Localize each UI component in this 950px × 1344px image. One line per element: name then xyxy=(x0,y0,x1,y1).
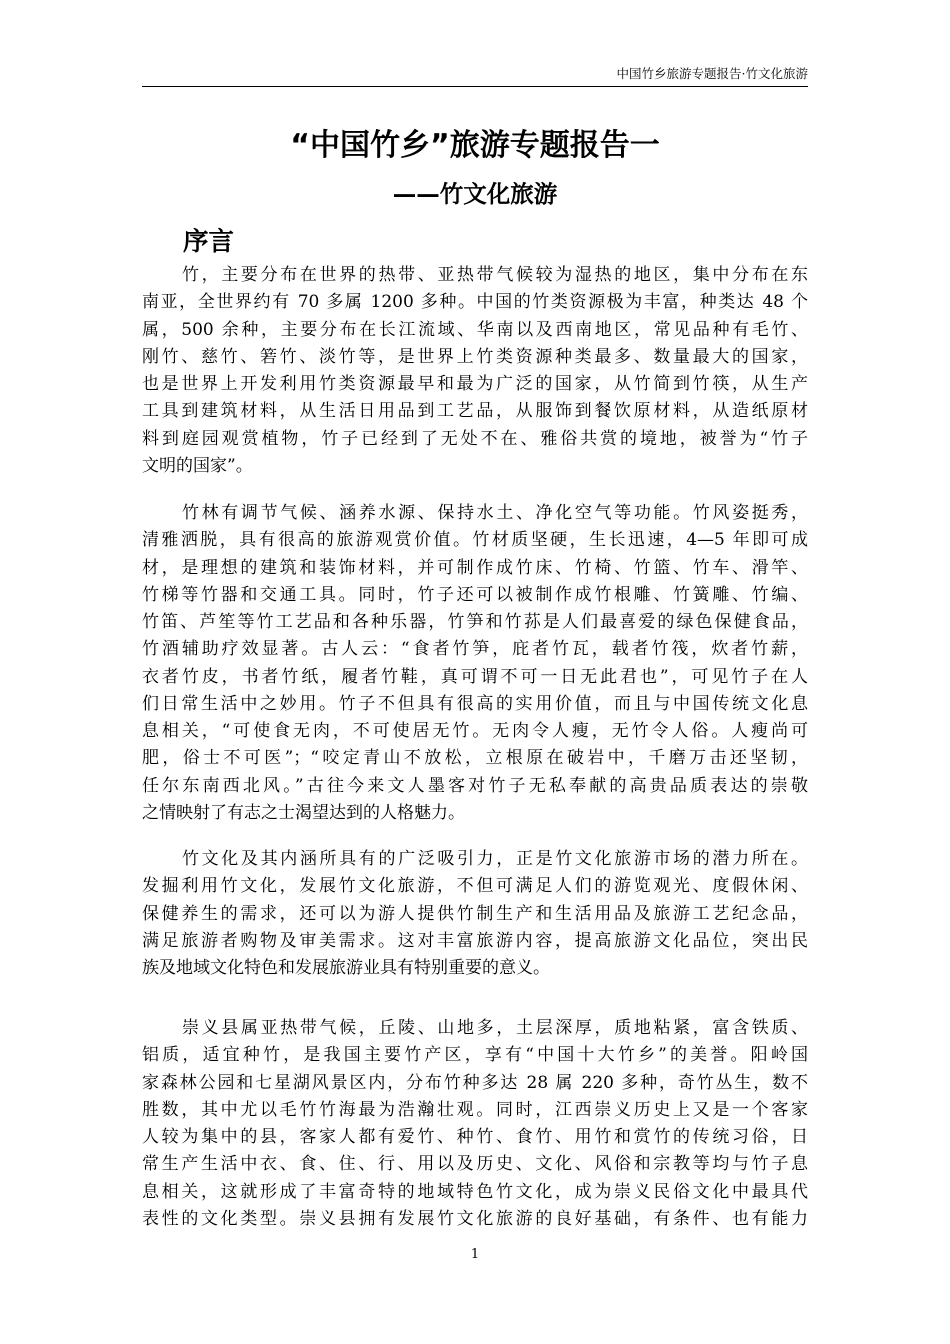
paragraph-3 xyxy=(142,846,808,982)
paragraph-line: 也是世界上开发利用竹类资源最早和最为广泛的国家，从竹简到竹筷，从生产 xyxy=(142,374,808,394)
paragraph-line: 家森林公园和七星湖风景区内，分布竹种多达 28 属 220 多种，奇竹丛生，数不 xyxy=(142,1072,808,1093)
document-subtitle: ——竹文化旅游 xyxy=(392,180,558,208)
paragraph-line: 满足旅游者购物及审美需求。这对丰富旅游内容，提高旅游文化品位，突出民 xyxy=(142,930,808,951)
paragraph-line: 文明的国家”。 xyxy=(142,455,253,476)
paragraph-line: 刚竹、慈竹、箬竹、淡竹等，是世界上竹类资源种类最多、数量最大的国家， xyxy=(142,346,808,367)
paragraph-line: 竹笛、芦笙等竹工艺品和各种乐器，竹笋和竹荪是人们最喜爱的绿色保健食品， xyxy=(142,612,808,632)
running-header xyxy=(142,64,808,87)
paragraph-line: 表性的文化类型。崇义县拥有发展竹文化旅游的良好基础，有条件、也有能力 xyxy=(142,1208,808,1229)
running-header-title: 中国竹乡旅游专题报告·竹文化旅游 xyxy=(616,66,808,81)
paragraph-line: 竹林有调节气候、涵养水源、保持水土、净化空气等功能。竹风姿挺秀， xyxy=(182,503,808,523)
paragraph-line: 材，是理想的建筑和装饰材料，并可制作成竹床、竹椅、竹篮、竹车、滑竿、 xyxy=(142,557,808,578)
paragraph-line: 南亚，全世界约有 70 多属 1200 多种。中国的竹类资源极为丰富，种类达 48 个 xyxy=(142,292,808,313)
paragraph-line: 肥，俗士不可医”；“咬定青山不放松，立根原在破岩中，千磨万击还坚韧， xyxy=(142,748,808,769)
paragraph-line: 常生产生活中衣、食、住、行、用以及历史、文化、风俗和宗教等均与竹子息 xyxy=(142,1154,808,1175)
paragraph-line: 竹酒辅助疗效显著。古人云：“食者竹笋，庇者竹瓦，载者竹筏，炊者竹薪， xyxy=(142,639,808,660)
paragraph-line: 属，500 余种，主要分布在长江流域、华南以及西南地区，常见品种有毛竹、 xyxy=(142,319,808,340)
section-heading-preface: 序言 xyxy=(183,227,235,257)
paragraph-line: 竹文化及其内涵所具有的广泛吸引力，正是竹文化旅游市场的潜力所在。 xyxy=(182,849,808,869)
paragraph-line: 胜数，其中尤以毛竹竹海最为浩瀚壮观。同时，江西崇义历史上又是一个客家 xyxy=(142,1099,808,1120)
paragraph-line: 清雅洒脱，具有很高的旅游观赏价值。竹材质坚硬，生长迅速，4—5 年即可成 xyxy=(142,530,808,551)
paragraph-line: 衣者竹皮，书者竹纸，履者竹鞋，真可谓不可一日无此君也”，可见竹子在人 xyxy=(142,666,808,687)
paragraph-line: 息相关，这就形成了丰富奇特的地域特色竹文化，成为崇义民俗文化中最具代 xyxy=(142,1181,808,1202)
paragraph-line: 息相关，“可使食无肉，不可使居无竹。无肉令人瘦，无竹令人俗。人瘦尚可 xyxy=(142,721,808,741)
paragraph-line: 竹梯等竹器和交通工具。同时，竹子还可以被制作成竹根雕、竹簧雕、竹编、 xyxy=(142,584,808,605)
paragraph-line: 料到庭园观赏植物，竹子已经到了无处不在、雅俗共赏的境地，被誉为“竹子 xyxy=(142,428,808,449)
paragraph-2 xyxy=(142,500,808,827)
paragraph-line: 竹，主要分布在世界的热带、亚热带气候较为湿热的地区，集中分布在东 xyxy=(182,265,808,285)
paragraph-line: 族及地域文化特色和发展旅游业具有特别重要的意义。 xyxy=(142,958,550,978)
paragraph-line: 发掘利用竹文化，发展竹文化旅游，不但可满足人们的游览观光、度假休闲、 xyxy=(142,876,808,897)
paragraph-line: 崇义县属亚热带气候，丘陵、山地多，土层深厚，质地粘紧，富含铁质、 xyxy=(182,1018,808,1038)
paragraph-line: 工具到建筑材料，从生活日用品到工艺品，从服饰到餐饮原材料，从造纸原材 xyxy=(142,401,808,422)
paragraph-4 xyxy=(142,1015,808,1233)
paragraph-line: 铝质，适宜种竹，是我国主要竹产区，享有“中国十大竹乡”的美誉。阳岭国 xyxy=(142,1045,808,1066)
paragraph-line: 保健养生的需求，还可以为游人提供竹制生产和生活用品及旅游工艺纪念品， xyxy=(142,903,808,924)
paragraph-1 xyxy=(142,262,808,480)
paragraph-line: 们日常生活中之妙用。竹子不但具有很高的实用价值，而且与中国传统文化息 xyxy=(142,693,808,714)
paragraph-line: 之情映射了有志之士渴望达到的人格魅力。 xyxy=(142,802,465,823)
paragraph-line: 任尔东南西北风。”古往今来文人墨客对竹子无私奉献的高贵品质表达的崇敬 xyxy=(142,775,808,796)
document-title: “中国竹乡”旅游专题报告一 xyxy=(290,128,660,163)
page-number: 1 xyxy=(470,1247,480,1262)
paragraph-line: 人较为集中的县，客家人都有爱竹、种竹、食竹、用竹和赏竹的传统习俗，日 xyxy=(142,1127,808,1147)
